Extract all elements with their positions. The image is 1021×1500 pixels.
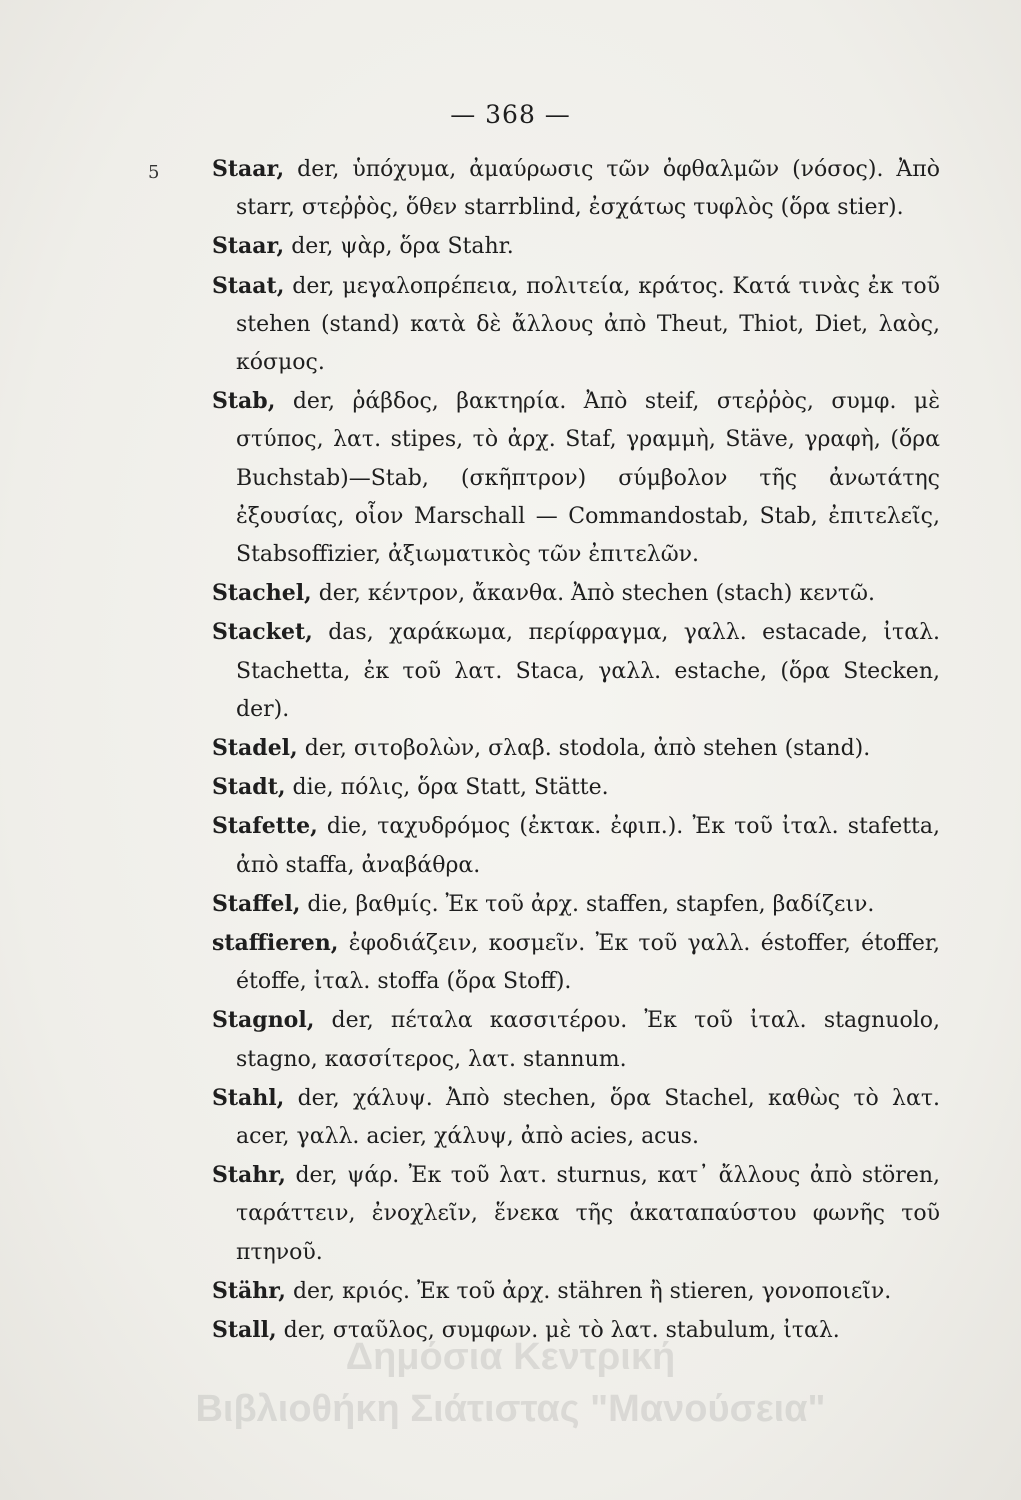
dictionary-entry [212,382,940,574]
dictionary-entry [212,729,940,768]
entry-headword: Stadt, [212,774,286,801]
entry-definition: der, ῥάβδος, βακτηρία. Ἀπὸ steif, στεῤῥὸς, συμφ. μὲ στύπος, λατ. stipes, τὸ ἀρχ. Staf, γραμμὴ, Stäve, γραφὴ, (ὅρα Buchstab)—Stab, (σκῆπτρον) σύμβολον τῆς ἀνωτάτης ἐξουσίας, οἷον Marschall — Commandostab, Stab, ἐπιτελεῖς, Stabsoffizier, ἀξιωματικὸς τῶν ἐπιτελῶν. [236,389,940,568]
entry-headword: Staar, [212,156,285,182]
entry-headword: Stähr, [212,1277,286,1304]
entry-headword: Stachel, [212,580,312,607]
entry-headword: Staffel, [212,890,301,917]
dictionary-entry [212,1156,940,1272]
entry-definition: ἐφοδιάζειν, κοσμεῖν. Ἐκ τοῦ γαλλ. éstoffer, étoffer, étoffe, ἰταλ. stoffa (ὅρα Stoff). [236,931,940,995]
entry-definition: die, πόλις, ὅρα Statt, Stätte. [285,775,609,801]
library-watermark-line2: Βιβλιοθήκη Σιάτιστας "Μανούσεια" [195,1388,826,1430]
entry-headword: Stahl, [212,1084,285,1111]
dictionary-entry [212,150,940,227]
entry-headword: staffieren, [212,930,339,957]
dictionary-entry [212,924,940,1001]
entry-definition: der, κριός. Ἐκ τοῦ ἀρχ. stähren ἢ stieren, γονοποιεῖν. [285,1278,892,1304]
library-watermark-line1: Δημόσια Κεντρική [345,1336,676,1378]
dictionary-entry [212,574,940,613]
entry-definition: das, χαράκωμα, περίφραγμα, γαλλ. estacade, ἰταλ. Stachetta, ἐκ τοῦ λατ. Staca, γαλλ. estache, (ὅρα Stecken, der). [236,620,940,722]
entry-headword: Stagnol, [212,1007,315,1034]
entry-definition: der, πέταλα κασσιτέρου. Ἐκ τοῦ ἰταλ. stagnuolo, stagno, κασσίτερος, λατ. stannum. [236,1008,940,1072]
entry-definition: der, ὑπόχυμα, ἀμαύρωσις τῶν ὀφθαλμῶν (νόσος). Ἀπὸ starr, στεῤῥὸς, ὅθεν starrblind, ἐσχάτως τυφλὸς (ὅρα stier). [236,157,940,221]
entry-headword: Stacket, [212,619,313,646]
dictionary-entry [212,613,940,729]
entry-headword: Stadel, [212,735,298,762]
entry-headword: Staar, [212,233,285,260]
entry-definition: der, σιτοβολὼν, σλαβ. stodola, ἀπὸ stehen (stand). [297,736,871,762]
entry-definition: die, ταχυδρόμος (ἐκτακ. ἐφιπ.). Ἐκ τοῦ ἰταλ. stafetta, ἀπὸ staffa, ἀναβάθρα. [236,814,940,878]
dictionary-entry [212,1272,940,1311]
entry-headword: Stab, [212,388,276,415]
dictionary-entry [212,885,940,924]
entry-definition: die, βαθμίς. Ἐκ τοῦ ἀρχ. staffen, stapfen, βαδίζειν. [300,891,875,917]
entry-definition: der, ψάρ. Ἐκ τοῦ λατ. sturnus, κατ᾽ ἄλλους ἀπὸ stören, ταράττειν, ἐνοχλεῖν, ἕνεκα τῆς ἀκαταπαύστου φωνῆς τοῦ πτηνοῦ. [236,1163,940,1265]
entry-definition: der, μεγαλοπρέπεια, πολιτεία, κράτος. Κατά τινὰς ἐκ τοῦ stehen (stand) κατὰ δὲ ἄλλους ἀπὸ Theut, Thiot, Diet, λαὸς, κόσμος. [236,273,940,376]
entry-definition: der, χάλυψ. Ἀπὸ stechen, ὅρα Stachel, καθὼς τὸ λατ. acer, γαλλ. acier, χάλυψ, ἀπὸ acies, acus. [236,1085,940,1150]
dictionary-entry [212,1079,940,1156]
entry-headword: Stahr, [212,1162,286,1189]
entry-definition: der, κέντρον, ἄκανθα. Ἀπὸ stechen (stach) κεντῶ. [311,581,875,607]
dictionary-entry [212,267,940,383]
entry-definition: der, ψὰρ, ὅρα Stahr. [284,234,514,260]
dictionary-entry [212,807,940,884]
entry-definition: der, σταῦλος, συμφων. μὲ τὸ λατ. stabulum, ἰταλ. [276,1318,840,1344]
dictionary-entry [212,768,940,807]
margin-mark: 5 [148,162,160,183]
entry-headword: Stall, [212,1317,277,1344]
dictionary-entries [212,150,940,1350]
entry-headword: Stafette, [212,813,318,840]
dictionary-entry [212,227,940,266]
page-number: — 368 — [450,100,571,129]
dictionary-entry [212,1001,940,1078]
entry-headword: Staat, [212,272,285,299]
